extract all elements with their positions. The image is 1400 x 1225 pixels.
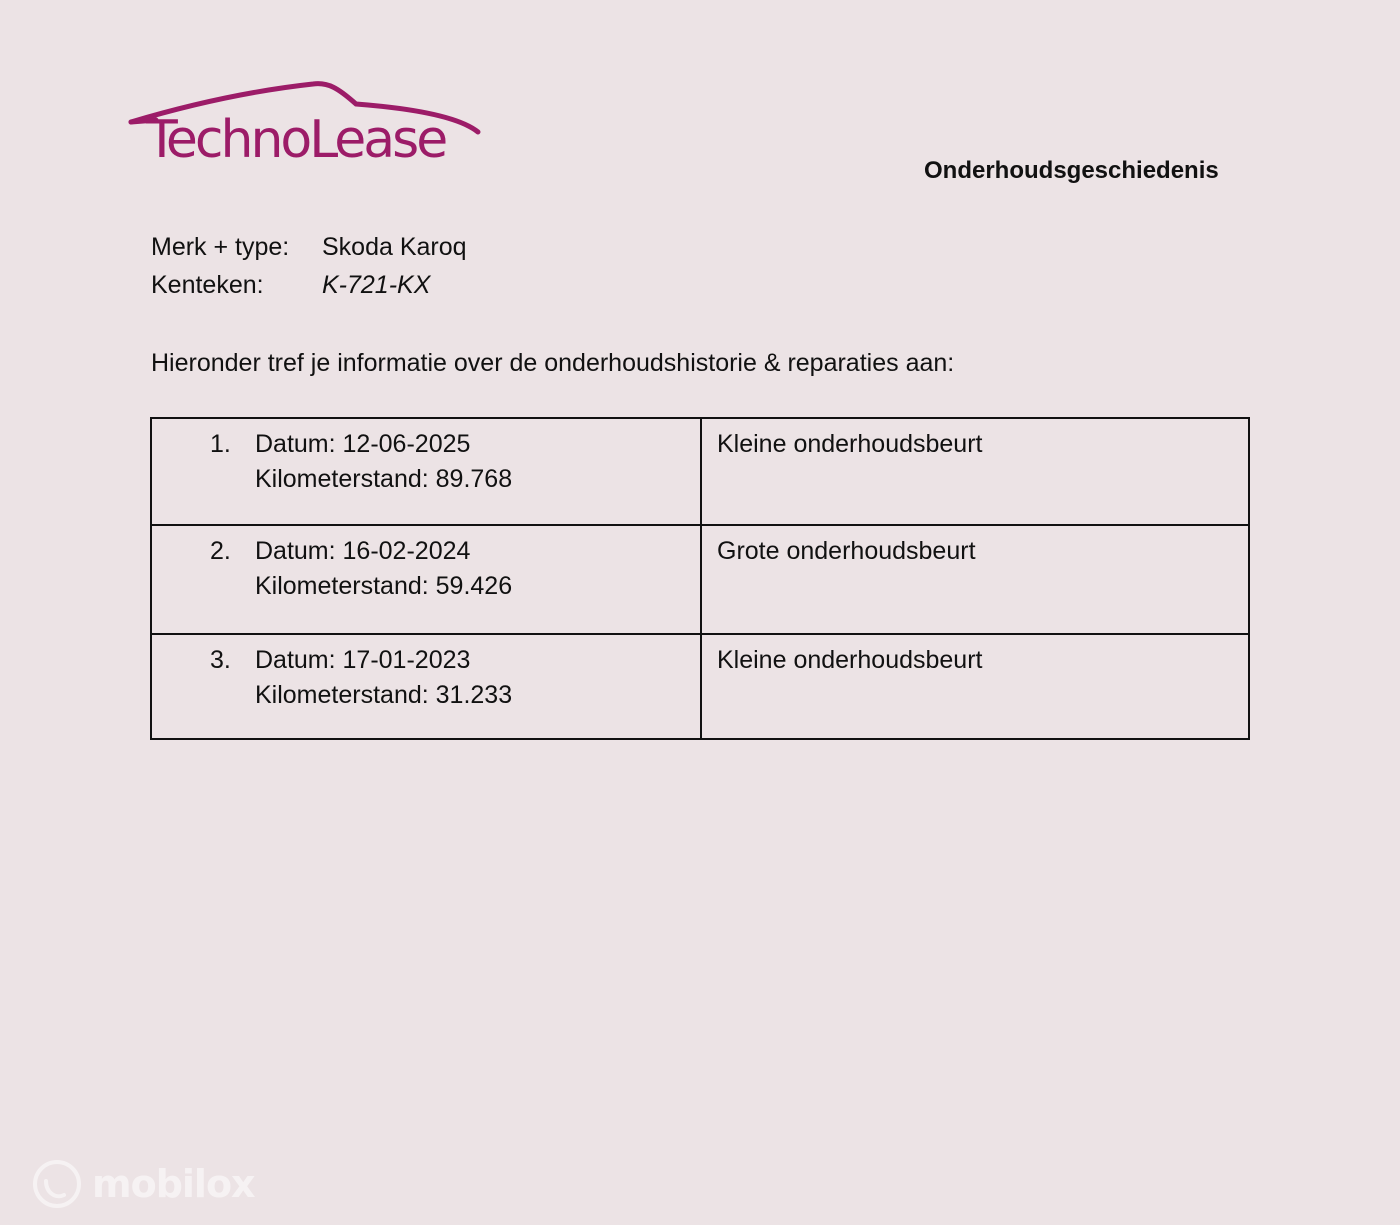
entry-number: 3.: [210, 646, 231, 674]
table-row: [151, 418, 1249, 525]
brand-value: Skoda Karoq: [322, 233, 467, 261]
entry-service: Grote onderhoudsbeurt: [717, 537, 976, 565]
mobilox-logo-icon: [32, 1159, 82, 1209]
entry-service-cell: [701, 418, 1249, 525]
entry-mileage: Kilometerstand: 59.426: [255, 572, 513, 600]
watermark-text: mobilox: [92, 1162, 255, 1206]
maintenance-history-table: [150, 417, 1250, 740]
entry-info-cell: [151, 525, 701, 634]
mobilox-watermark: [32, 1158, 255, 1210]
table-row: [151, 525, 1249, 634]
table-row: [151, 634, 1249, 739]
logo-wordmark: TechnoLease: [146, 110, 446, 170]
entry-service: Kleine onderhoudsbeurt: [717, 430, 983, 458]
entry-date: Datum: 12-06-2025: [255, 430, 471, 458]
entry-mileage: Kilometerstand: 31.233: [255, 681, 513, 709]
entry-info-cell: [151, 418, 701, 525]
entry-date: Datum: 16-02-2024: [255, 537, 471, 565]
entry-number: 2.: [210, 537, 231, 565]
brand-label: Merk + type:: [151, 233, 290, 261]
document-title: Onderhoudsgeschiedenis: [924, 157, 1219, 184]
technolease-logo: [128, 78, 488, 178]
intro-text: Hieronder tref je informatie over de onderhoudshistorie & reparaties aan:: [151, 349, 955, 377]
entry-number: 1.: [210, 430, 231, 458]
entry-service-cell: [701, 525, 1249, 634]
entry-mileage: Kilometerstand: 89.768: [255, 465, 513, 493]
entry-date: Datum: 17-01-2023: [255, 646, 471, 674]
entry-info-cell: [151, 634, 701, 739]
plate-value: K-721-KX: [322, 271, 431, 299]
entry-service-cell: [701, 634, 1249, 739]
vehicle-brand-row: [151, 233, 467, 262]
plate-label: Kenteken:: [151, 271, 264, 299]
entry-service: Kleine onderhoudsbeurt: [717, 646, 983, 674]
vehicle-plate-row: [151, 271, 431, 300]
